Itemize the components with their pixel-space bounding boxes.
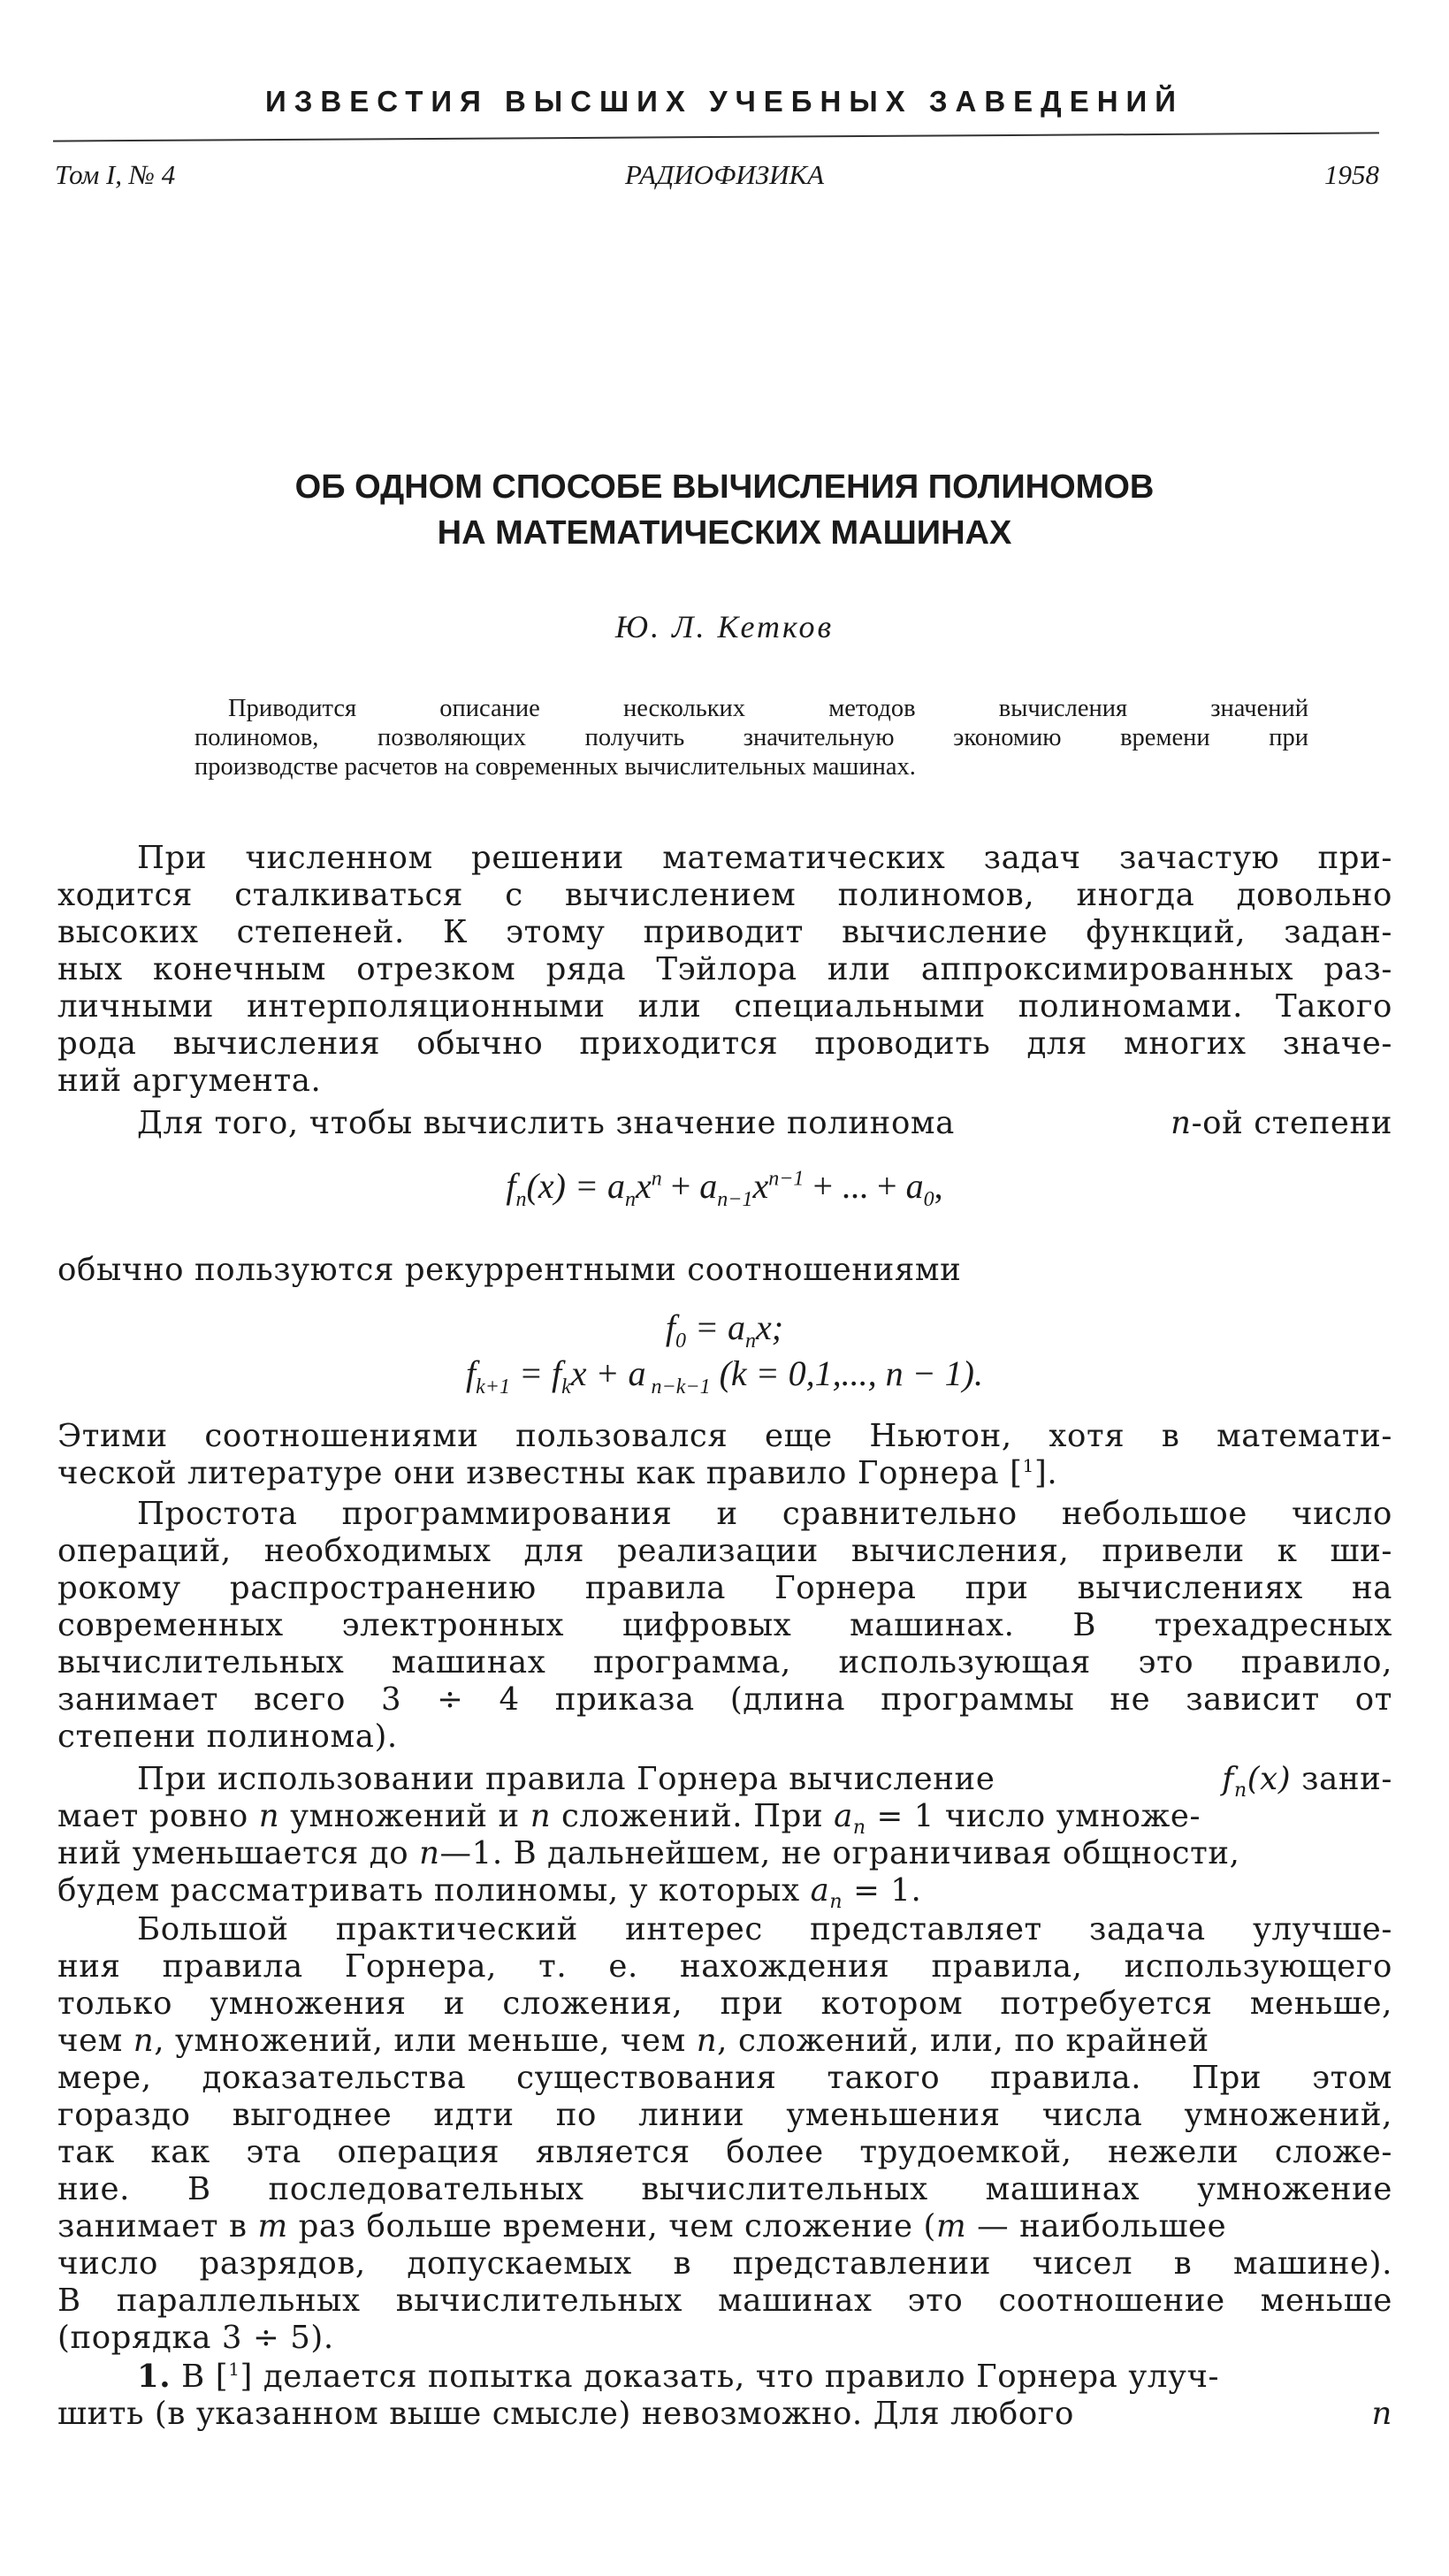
volume-number: Том I, № 4 [55,159,176,190]
publication-year: 1958 [1324,159,1379,190]
body-line: личными интерполяционными или специальными полиномами. Такого [57,988,1392,1025]
math-var: n [258,1798,280,1834]
body-text: , умножений, или меньше, чем [154,2023,697,2059]
body-line: обычно пользуются рекуррентными соотношениями [57,1252,962,1288]
math-var: a [606,1166,625,1206]
math-var: n [530,1798,552,1834]
body-line [57,1455,1392,1491]
body-text: ний уменьшается до [57,1835,420,1871]
math-sub: n [1233,1780,1247,1802]
formula-recurrence-step [0,1353,1449,1399]
body-text [1222,1761,1392,1802]
body-line: ходится сталкиваться с вычислением полиномов, иногда довольно [57,877,1392,913]
body-text: ]. [1033,1455,1058,1491]
body-text: , сложений, или, по крайней [717,2023,1209,2059]
body-line: ния правила Горнера, т. е. нахождения правила, использующего [57,1948,1392,1985]
math-sup: n−1 [768,1167,805,1191]
body-text: В [ [171,2359,229,2395]
body-line [57,2396,1392,2432]
body-line: занимает всего 3 ÷ 4 приказа (длина программы не зависит от [57,1681,1392,1718]
abstract-line: Приводится описание нескольких методов вычисления значений [228,695,1308,722]
article-title-line-2: НА МАТЕМАТИЧЕСКИХ МАШИНАХ [437,514,1012,552]
body-line: Большой практический интерес представляет задача улучше- [137,1911,1392,1947]
math-sub: n−k−1 [645,1376,711,1399]
body-text: будем рассматривать полиномы, у которых [57,1872,811,1909]
math-var: (x) [1247,1761,1292,1797]
math-var: a [810,1872,830,1909]
body-text: ческой литературе они известны как правило Горнера [ [57,1455,1023,1491]
math-var: m [936,2208,967,2244]
body-line: рода вычисления обычно приходится проводить для многих значе- [57,1025,1392,1062]
math-var: f [1222,1761,1234,1797]
body-text: = 1. [843,1872,922,1909]
math-sub: 0 [675,1330,687,1353]
math-sub: n [624,1188,636,1211]
body-line: В параллельных вычислительных машинах это соотношение меньше [57,2283,1392,2319]
formula-polynomial [0,1165,1449,1212]
journal-name: ИЗВЕСТИЯ ВЫСШИХ УЧЕБНЫХ ЗАВЕДЕНИЙ [265,85,1184,118]
math-text: = f [510,1353,562,1393]
body-line: операций, необходимых для реализации вычисления, привели к ши- [57,1533,1392,1569]
body-text: ] делается попытка доказать, что правило Горнера улуч- [240,2359,1220,2395]
citation-ref[interactable]: 1 [228,2359,240,2381]
math-op: + ... + [804,1166,906,1206]
body-text: раз больше времени, чем сложение ( [287,2208,936,2244]
math-text: x; [756,1307,784,1347]
body-text: -ой степени [1191,1105,1392,1141]
abstract-line: производстве расчетов на современных вычислительных машинах. [194,753,916,781]
body-line: только умножения и сложения, при котором потребуется меньше, [57,1985,1392,2022]
math-var: f [665,1307,676,1347]
body-line: вычислительных машинах программа, использующая это правило, [57,1644,1392,1680]
body-line: число разрядов, допускаемых в представлении чисел в машине). [57,2245,1392,2282]
body-text: сложений. При [551,1798,835,1834]
body-text: зани- [1291,1761,1392,1797]
math-sub: n [515,1188,527,1211]
math-var: x [752,1166,769,1206]
body-line: гораздо выгоднее идти по линии уменьшения числа умножений, [57,2097,1392,2133]
body-line [57,1872,1392,1913]
math-sub: 0 [923,1188,934,1211]
math-var: a [699,1166,718,1206]
body-line: Этими соотношениями пользовался еще Ньютон, хотя в математи- [57,1418,1392,1454]
body-text: —1. В дальнейшем, не ограничивая общности, [439,1835,1240,1871]
math-var: n [419,1835,440,1871]
math-op: + [661,1166,700,1206]
body-line [137,2359,1392,2395]
abstract-line: полиномов, позволяющих получить значительную экономию времени при [194,724,1308,751]
math-text: (x) = [526,1166,607,1206]
body-line: высоких степеней. К этому приводит вычисление функций, задан- [57,914,1392,950]
body-text: = 1 число умноже- [866,1798,1201,1834]
body-text: умножений и [279,1798,530,1834]
math-var: n [696,2023,718,2059]
math-var: f [506,1166,516,1206]
math-sub: k+1 [476,1376,511,1399]
math-op: , [934,1166,943,1206]
body-text: занимает в [57,2208,258,2244]
journal-section: РАДИОФИЗИКА [624,159,825,190]
body-line [57,2023,1392,2059]
math-var: a [905,1166,924,1206]
body-line [57,1798,1392,1839]
math-var: n [1371,2396,1392,2432]
body-text: Для того, чтобы вычислить значение полинома [137,1105,955,1141]
body-line: ние. В последовательных вычислительных машинах умножение [57,2171,1392,2207]
body-line: Простота программирования и сравнительно небольшое число [137,1496,1392,1532]
article-author: Ю. Л. Кетков [614,609,835,644]
body-text: чем [57,2023,133,2059]
math-var: m [257,2208,288,2244]
math-var: n [133,2023,155,2059]
math-sub: n−1 [717,1188,753,1211]
body-line: ний аргумента. [57,1063,322,1099]
body-line: ных конечным отрезком ряда Тэйлора или аппроксимированных раз- [57,951,1392,987]
body-line [57,1835,1392,1871]
body-line: так как эта операция является более трудоемкой, нежели сложе- [57,2134,1392,2170]
math-text: (k = 0,1,..., n − 1). [710,1353,983,1393]
body-line: мере, доказательства существования такого правила. При этом [57,2060,1392,2096]
body-text [1171,1105,1392,1141]
math-var: n [1171,1105,1192,1141]
body-text: шить (в указанном выше смысле) невозможно. Для любого [57,2396,1074,2432]
body-line: степени полинома). [57,1719,398,1755]
math-var: x [635,1166,652,1206]
formula-recurrence-init [0,1307,1449,1353]
math-sup: n [651,1167,662,1191]
body-line [137,1761,1392,1802]
math-var: a [834,1798,853,1834]
citation-ref[interactable]: 1 [1022,1455,1034,1477]
body-text: мает ровно [57,1798,259,1834]
math-sub: n [745,1330,757,1353]
math-text: x + a [570,1353,646,1393]
body-line [137,1105,1392,1141]
math-sub: k [561,1376,571,1399]
body-text: — наибольшее [966,2208,1227,2244]
math-var: f [466,1353,477,1393]
math-sub: n [852,1817,866,1840]
body-line: современных электронных цифровых машинах. В трехадресных [57,1607,1392,1643]
body-text: При использовании правила Горнера вычисление [137,1761,995,1797]
body-line: рокому распространению правила Горнера при вычислениях на [57,1570,1392,1606]
math-text: = a [686,1307,746,1347]
header-rule [53,132,1379,141]
section-number: 1. [137,2359,172,2395]
body-line: При численном решении математических задач зачастую при- [137,840,1392,876]
article-title-line-1: ОБ ОДНОМ СПОСОБЕ ВЫЧИСЛЕНИЯ ПОЛИНОМОВ [294,469,1155,506]
body-line: (порядка 3 ÷ 5). [57,2320,334,2356]
math-sub: n [829,1891,843,1914]
body-line [57,2208,1392,2244]
